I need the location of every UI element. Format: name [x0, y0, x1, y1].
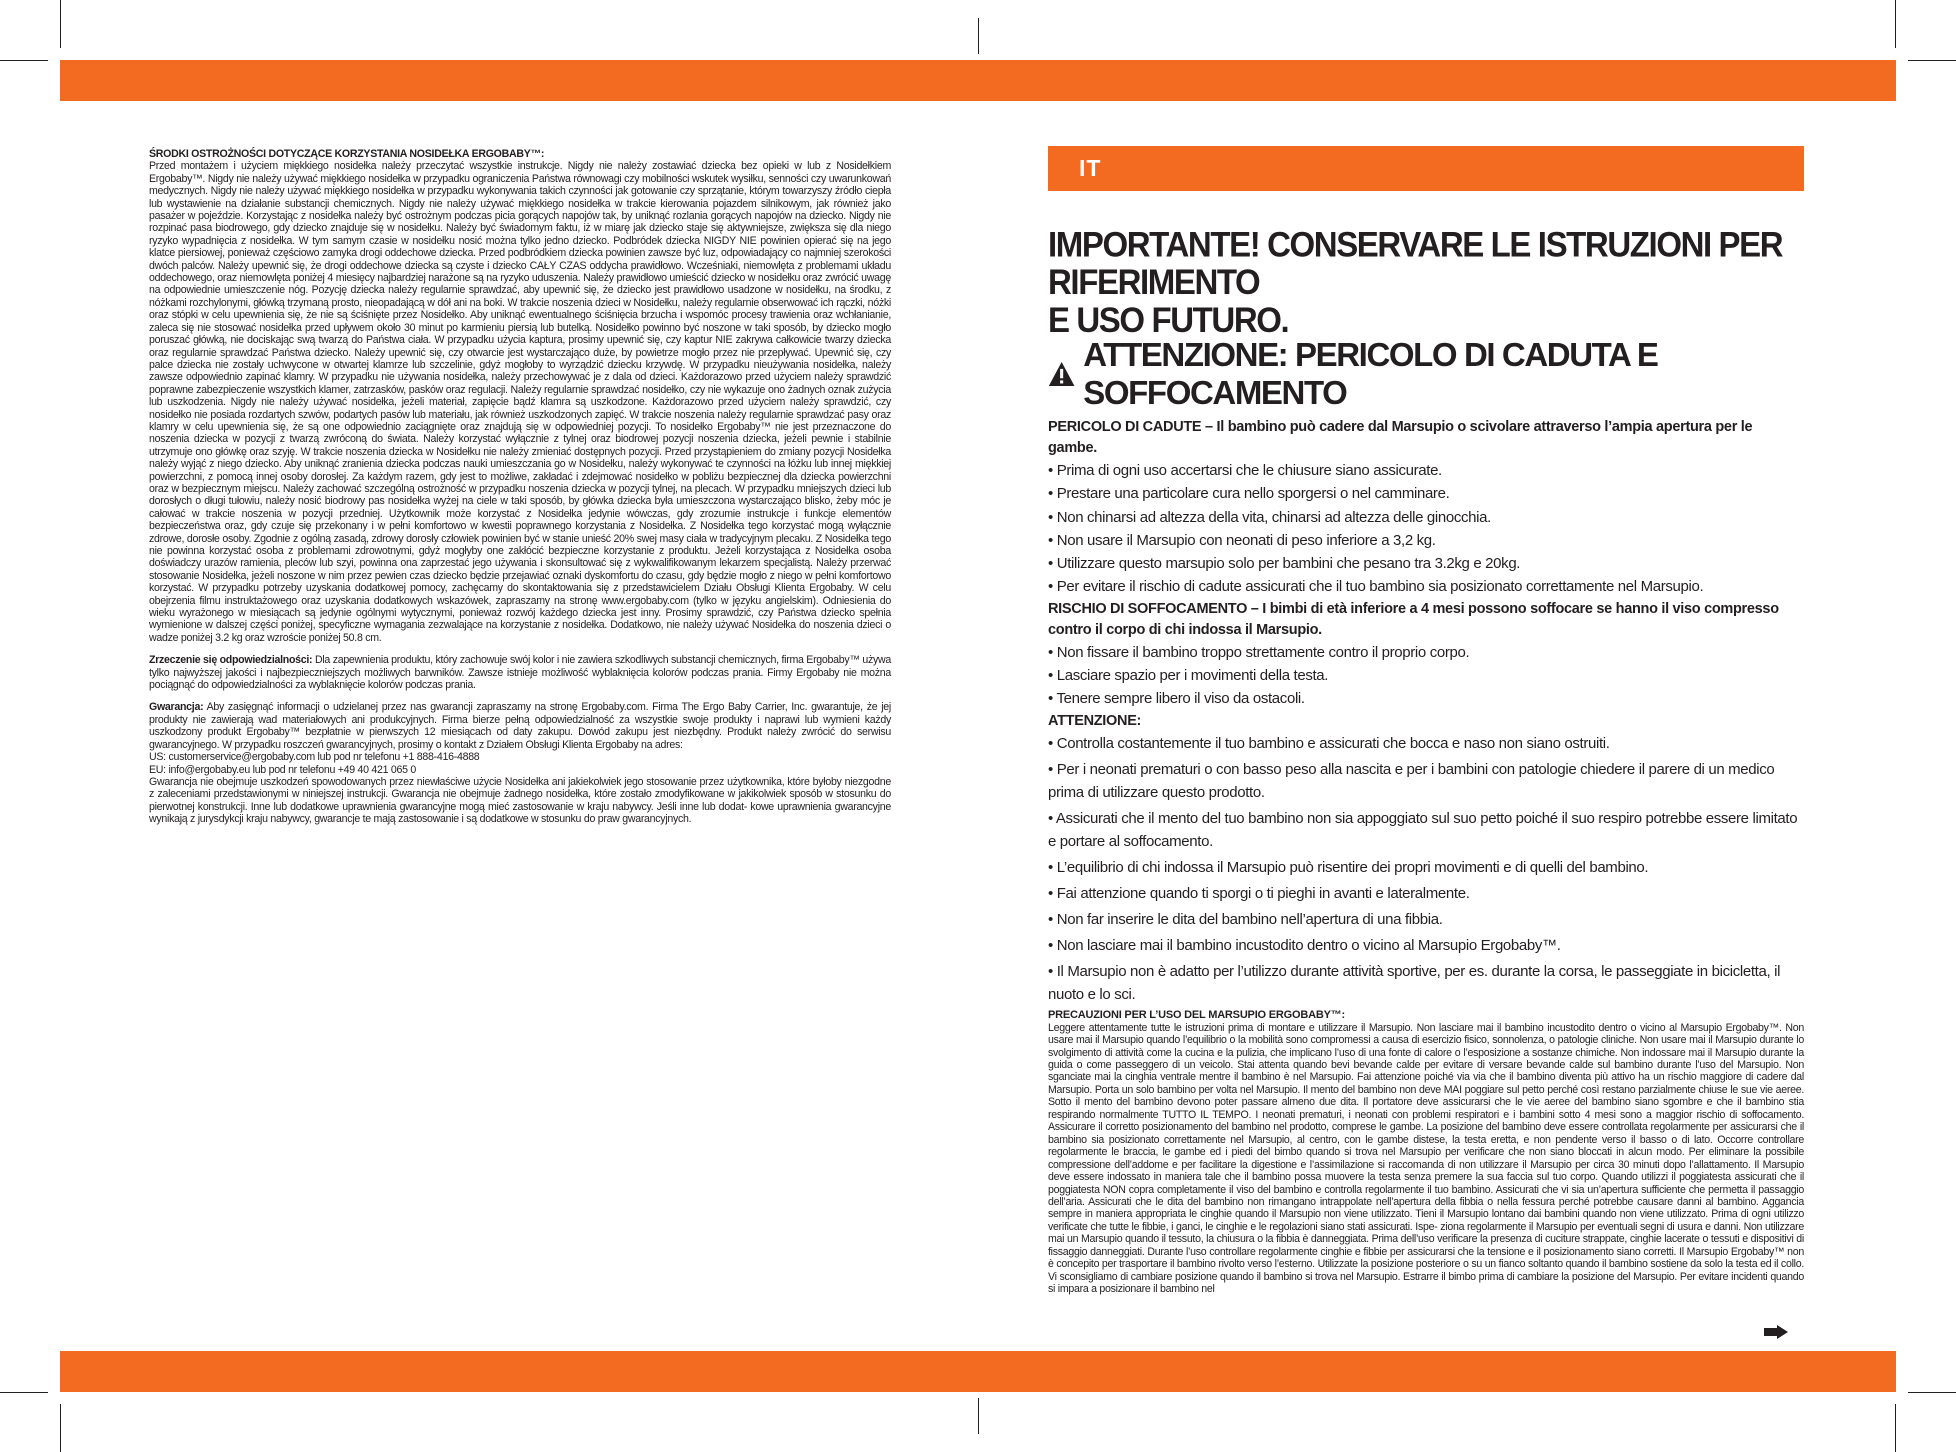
bottom-orange-band	[60, 1351, 1896, 1392]
warranty-more: Gwarancja nie obejmuje uszkodzeń spowodowanych przez niewłaściwe użycie Nosidełka ani jakiekolwiek jego stosowanie przez użytkownika, które byłoby niezgodne z zaleceniami przedstawionymi w niniejszej instrukcji. Gwarancja nie obejmuje żadnego nosidełka, które zostało zmodyfikowane w jakikolwiek sposób w stosunku do pierwotnej konstrukcji. Inne lub dodatkowe uprawnienia gwarancyjne mogą mieć zastosowanie w kraju nabywcy. Jeśli inne lub dodat- kowe uprawnienia gwarancyjne wynikają z jurysdykcji kraju nabywcy, gwarancje te mają zastosowanie i są dodatkowe w stosunku do praw gwarancyjnych.	[149, 775, 891, 826]
italian-column	[1048, 146, 1804, 1296]
list-item: • Per evitare il rischio di cadute assicurati che il tuo bambino sia posizionato correttamente nel Marsupio.	[1048, 578, 1704, 596]
polish-column	[149, 148, 891, 836]
title-line-1: IMPORTANTE! CONSERVARE LE ISTRUZIONI PER RIFERIMENTO	[1048, 223, 1783, 302]
disclaimer-text: Dla zapewnienia produktu, który zachowuje swój kolor i nie zawiera szkodliwych substancji chemicznych, firma Ergobaby™ używa tylko najwyższej jakości i najbezpieczniejszych możliwych barwników. Zawsze istnieje możliwość wyblaknięcia kolorów podczas prania. Firmy Ergobaby nie można pociągnąć do odpowiedzialności za wyblaknięcie kolorów podczas prania.	[149, 654, 892, 692]
contact-us: US: customerservice@ergobaby.com lub pod nr telefonu +1 888-416-4888	[149, 751, 480, 764]
arrow-right-icon	[1764, 1325, 1788, 1339]
list-item: • Non usare il Marsupio con neonati di peso inferiore a 3,2 kg.	[1048, 531, 1436, 549]
list-item: • Assicurati che il mento del tuo bambino non sia appoggiato sul suo petto poiché il suo respiro potrebbe essere limitato e portare al soffocamento.	[1048, 809, 1798, 850]
attention-heading: ATTENZIONE:	[1048, 712, 1142, 729]
list-item: • Prestare una particolare cura nello sporgersi o nel camminare.	[1048, 485, 1450, 503]
warning-triangle-icon	[1048, 359, 1075, 389]
top-orange-band	[60, 60, 1896, 101]
fall-heading: PERICOLO DI CADUTE – Il bambino può cadere dal Marsupio o scivolare attraverso l’ampia apertura per le gambe.	[1048, 419, 1753, 456]
disclaimer-label: Zrzeczenie się odpowiedzialności:	[149, 654, 313, 667]
attention-bullet-list	[1048, 732, 1804, 1006]
warning-title-row	[1048, 336, 1804, 412]
list-item: • Non far inserire le dita del bambino nell’apertura di una fibbia.	[1048, 910, 1443, 928]
list-item: • Per i neonati prematuri o con basso peso alla nascita e per i bambini con patologie chiedere il parere di un medico prima di utilizzare questo prodotto.	[1048, 760, 1775, 801]
list-item: • Lasciare spazio per i movimenti della testa.	[1048, 667, 1329, 685]
list-item: • Il Marsupio non è adatto per l’utilizzo durante attività sportive, per es. durante la corsa, le passeggiate in bicicletta, il nuoto e lo sci.	[1048, 962, 1781, 1003]
precautions-text: Leggere attentamente tutte le istruzioni prima di montare e utilizzare il Marsupio. Non lasciare mai il bambino incustodito dentro o vicino al Marsupio Ergobaby™. Non usare mai il Marsupio quando l’equilibrio o la mobilità sono compromessi a causa di esercizio fisico, sonnolenza, o patologie cliniche. Non usare mai il Marsupio durante lo svolgimento di attività come la cucina e la pulizia, che implicano l’uso di una fonte di calore o l’esposizione a sostanze chimiche. Non indossare mai il Marsupio durante la guida o come passeggero di un veicolo. Stai attenta quando bevi bevande calde per evitare di versare bevande calde sul bambino durante l’uso del Marsupio. Non sganciate mai la cinghia ventrale mentre il bambino è nel Marsupio. Fai attenzione poiché via via che il bambino diventa più attivo ha un rischio maggiore di cadere dal Marsupio. Porta un solo bambino per volta nel Marsupio. Il mento del bambino non deve MAI poggiare sul petto perché così restano parzialmente chiuse le sue vie aeree. Sotto il mento del bambino devono poter passare almeno due dita. Il portatore deve assicurarsi che le vie aeree del bambino siano sgombre e che il bambino stia respirando normalmente TUTTO IL TEMPO. I neonati prematuri, i neonati con problemi respiratori e i bambini sotto 4 mesi sono a maggior rischio di soffocamento. Assicurare il corretto posizionamento del bambino nel prodotto, comprese le gambe. La posizione del bambino deve essere controllata regolarmente per assicurarsi che il bambino sia posizionato correttamente nel Marsupio, al centro, con le gambe distese, la testa eretta, e non pendente verso il basso o di lato. Occorre controllare regolarmente le braccia, le gambe ed i piedi del bimbo quando si trova nel Marsupio per verificare che non siano bloccati in alcun modo. Per eliminare la possibile compressione dell’addome e per facilitare la digestione e l’assimilazione si raccomanda di non utilizzare il Marsupio per circa 30 minuti dopo l’allattamento. Il Marsupio deve essere indossato in maniera tale che il bambino possa muovere la testa senza premere la sua faccia sul tuo corpo. Quando utilizzi il poggiatesta assicurati che il poggiatesta NON copra completamente il viso del bambino e controlla regolarmente il tuo bambino. Assicurati che vi sia un’apertura sufficiente che permetta il passaggio dell’aria. Assicurati che le dita del bambino non rimangano intrappolate nell’apertura della fibbia o nella fessura perché potrebbe causare danni al bambino. Aggancia sempre in maniera appropriata le cinghie quando il Marsupio non viene utilizzato. Tieni il Marsupio lontano dai bambini quando non viene utilizzato. Prima di ogni utilizzo verificate che tutte le fibbie, i ganci, le cinghie e le regolazioni siano stati assicurati. Ispe- ziona regolarmente il Marsupio per eventuali segni di usura e danni. Non utilizzare mai un Marsupio quando il tessuto, la chiusura o la fibbia è danneggiata. Prima dell’uso verificare la presenza di cuciture strappate, cinghie lacerate o tessuti e dispositivi di fissaggio danneggiati. Durante l’uso controllare regolarmente cinghie e fibbie per assicurarsi che la tensione e il posizionamento siano corretti. Il Marsupio Ergobaby™ non è concepito per trasportare il bambino rivolto verso l’esterno. Utilizzate la posizione posteriore o su un fianco soltanto quando il bambino sostiene da solo la testa ed il collo. Vi sconsigliamo di cambiare posizione quando il bambino si trova nel Marsupio. Estrarre il bimbo prima di cambiare la posizione del Marsupio. Per evitare incidenti quando si impara a posizionare il bambino nel	[1048, 1021, 1804, 1296]
polish-heading: ŚRODKI OSTROŻNOŚCI DOTYCZĄCE KORZYSTANIA NOSIDEŁKA ERGOBABY™:	[149, 148, 545, 160]
list-item: • Non lasciare mai il bambino incustodito dentro o vicino al Marsupio Ergobaby™.	[1048, 936, 1561, 954]
list-item: • Controlla costantemente il tuo bambino e assicurati che bocca e naso non siano ostruiti.	[1048, 734, 1610, 752]
precautions-heading: PRECAUZIONI PER L’USO DEL MARSUPIO ERGOBABY™:	[1048, 1008, 1345, 1021]
warning-title: ATTENZIONE: PERICOLO DI CADUTA E SOFFOCAMENTO	[1083, 336, 1658, 411]
important-title	[1048, 225, 1804, 338]
list-item: • Fai attenzione quando ti sporgi o ti pieghi in avanti e lateralmente.	[1048, 884, 1470, 902]
warranty-label: Gwarancja:	[149, 701, 204, 714]
language-bar	[1048, 146, 1804, 191]
list-item: • Non chinarsi ad altezza della vita, chinarsi ad altezza delle ginocchia.	[1048, 508, 1491, 526]
list-item: • L’equilibrio di chi indossa il Marsupio può risentire dei propri movimenti e di quelli del bambino.	[1048, 858, 1649, 876]
suffocation-heading: RISCHIO DI SOFFOCAMENTO – I bimbi di età inferiore a 4 mesi possono soffocare se hanno il viso compresso contro il corpo di chi indossa il Marsupio.	[1048, 600, 1779, 638]
polish-body: Przed montażem i użyciem miękkiego nosidełka należy przeczytać wszystkie instrukcje. Nigdy nie należy zostawiać dziecka bez opieki w lub z Nosidełkiem Ergobaby™. Nigdy nie należy używać miękkiego nosidełka w przypadku ograniczenia Państwa równowagi czy mobilności wskutek wysiłku, senności czy uwarunkowań medycznych. Nigdy nie należy używać miękkiego nosidełka w przypadku wykonywania takich czynności jak gotowanie czy sprzątanie, którym towarzyszy źródło ciepła lub wystawienie na działanie substancji chemicznych. Nigdy nie należy używać miękkiego nosidełka w trakcie kierowania pojazdem silnikowym, jak również jako pasażer w pojeździe. Korzystając z nosidełka należy być ostrożnym podczas picia gorących napojów tak, by uniknąć rozlania gorących napojów na dziecko. Nigdy nie rozpinać pasa biodrowego, gdy dziecko znajduje się w nosidełku. Należy być świadomym faktu, iż w miarę jak dziecko staje się aktywniejsze, zwiększa się dla niego ryzyko wypadnięcia z nosidełka. W tym samym czasie w nosidełku nosić można tylko jedno dziecko. Podbródek dziecka NIGDY NIE powinien opierać się na jego klatce piersiowej, ponieważ częściowo zamyka drogi oddechowe dziecka. Przed podbródkiem dziecka powinien zawsze być luz, odpowiadający co najmniej szerokości dwóch palców. Należy upewnić się, że drogi oddechowe dziecka są czyste i dziecko CAŁY CZAS oddycha prawidłowo. Wcześniaki, niemowlęta z problemami układu oddechowego, oraz niemowlęta poniżej 4 miesięcy najbardziej narażone są na ryzyko uduszenia. Należy prawidłowo umieścić dziecko w nosidełku oraz zwrócić uwagę na odpowiednie umieszczenie nóg. Pozycję dziecka należy regularnie sprawdzać, aby upewnić się, że dziecko jest prawidłowo usadzone w nosidełku, na środku, z nóżkami rozchylonymi, główką trzymaną prosto, nieopadającą w dół ani na boki. W trakcie noszenia dzieci w Nosidełku, należy regularnie obserwować ich rączki, nóżki oraz stópki w celu upewnienia się, że nie są ściśnięte przez Nosidełko. Aby uniknąć ewentualnego ściśnięcia brzucha i wspomóc procesy trawienia oraz wchłanianie, zaleca się nie stosować nosidełka przed upływem około 30 minut po karmieniu piersią lub butelką. Nosidełko powinno być noszone w taki sposób, by dziecko mogło poruszać główką, nie dociskając swą twarzą do Państwa ciała. W przypadku użycia kaptura, prosimy upewnić się, czy kaptur NIE zakrywa całkowicie twarzy dziecka oraz regularnie sprawdzać Państwa dziecko. Należy upewnić się, czy otwarcie jest wystarczająco duże, by powietrze mogło przez nie przepływać. Upewnić się, czy palce dziecka nie zostały uchwycone w otwartej klamrze lub szczelinie, gdyż mogłoby to wyrządzić dziecku krzywdę. W przypadku nieużywania nosidełka, należy zawsze odpowiednio zapinać klamry. W przypadku nie używania nosidełka, należy przechowywać je z dala od dzieci. Każdorazowo przed użyciem należy sprawdzić poprawne zabezpieczenie wszystkich klamer, zatrzasków, pasków oraz regulacji. Należy regularnie sprawdzać nosidełko, czy nie wykazuje ono żadnych oznak zużycia lub uszkodzenia. Nigdy nie należy używać nosidełka, jeżeli materiał, zapięcie bądź klamra są uszkodzone. Każdorazowo przed użyciem należy sprawdzić, czy nosidełko nie posiada rozdartych szwów, podartych pasów lub materiału, jak również uszkodzonych zapięć. W trakcie noszenia należy regularnie sprawdzać pasy oraz klamry w celu upewnienia się, że są one odpowiednio zaciągnięte oraz znajdują się w odpowiedniej pozycji. To nosidełko Ergobaby™ nie jest przeznaczone do noszenia dziecka w pozycji z twarzą zwróconą do świata. Należy korzystać wyłącznie z tylnej oraz biodrowej pozycji noszenia dziecka, jeżeli pewnie i stabilnie utrzymuje ono główkę oraz szyję. W trakcie noszenia dziecka w Nosidełku nie należy zmieniać dostępnych pozycji. Przed przystąpieniem do zmiany pozycji Nosidełka należy wyjąć z niego dziecko. Aby uniknąć zranienia dziecka podczas nauki umieszczania go w Nosidełku, należy wykonywać te czynności na łóżku lub innej miękkiej powierzchni, z pomocą innej osoby dorosłej. Za każdym razem, gdy jest to możliwe, zakładać i zdejmować nosidełko w pobliżu bezpiecznej dla dziecka powierzchni oraz w bezpiecznym miejscu. Należy zachować szczególną ostrożność w przypadku noszenia dziecka w pozycji tylnej, na plecach. W przypadku mniejszych dzieci lub dorosłych o długi tułowiu, należy nosić biodrowy pas nosidełka wyżej na ciele w taki sposób, by główka dziecka była umieszczona wystarczająco blisko, żeby móc je całować w trakcie noszenia w pozycji przedniej. Użytkownik może korzystać z Nosidełka jedynie wówczas, gdy zrozumie instrukcje i funkcje elementów bezpieczeństwa oraz, gdy czuje się przekonany i w pełni komfortowo w kwestii poprawnego korzystania z Nosidełka. Z Nosidełka tego korzystać mogą wyłącznie zdrowe, dorosłe osoby. Zgodnie z ogólną zasadą, zdrowy dorosły człowiek powinien być w stanie unieść 20% swej masy ciała w tradycyjnym plecaku. Z Nosidełka tego nie powinna korzystać osoba z problemami zdrowotnymi, gdyż mogłyby one zakłócić bezpieczne korzystanie z produktu. Jeżeli korzystająca z Nosidełka osoba doświadczy urazów ramienia, pleców lub szyi, powinna ona zaprzestać jego używania i skonsultować się z wykwalifikowanym lekarzem specjalistą. Należy przerwać stosowanie Nosidełka, jeżeli noszone w nim przez pewien czas dziecko będzie przejawiać oznaki dyskomfortu do czasu, gdy będzie mogło z niego w pełni komfortowo korzystać. W przypadku potrzeby uzyskania dodatkowej pomocy, zachęcamy do skontaktowania się z przedstawicielem Działu Obsługi Klienta Ergobaby. W celu obejrzenia filmu instruktażowego oraz uzyskania dodatkowych wskazówek, zapraszamy na stronę www.ergobaby.com (tylko w języku angielskim). Odniesienia do wieku wyrażonego w miesiącach są jedynie ogólnymi wytycznymi, ponieważ rozwój każdego dziecka jest inny. Prosimy sprawdzić, czy Państwa dziecko spełnia wymienione w dalszej części poniżej, specyficzne wymagania zezwalające na korzystanie z nosidełka. Dodatkowo, nie należy używać Nosidełka do noszenia dzieci o wadze poniżej 3.2 kg oraz wzroście poniżej 50.8 cm.	[149, 160, 891, 644]
list-item: • Prima di ogni uso accertarsi che le chiusure siano assicurate.	[1048, 462, 1442, 479]
list-item: • Tenere sempre libero il viso da ostacoli.	[1048, 690, 1305, 708]
fall-bullet-list	[1048, 459, 1804, 599]
title-line-2: E USO FUTURO.	[1048, 299, 1289, 340]
list-item: • Non fissare il bambino troppo strettamente contro il proprio corpo.	[1048, 643, 1470, 661]
list-item: • Utilizzare questo marsupio solo per bambini che pesano tra 3.2kg e 20kg.	[1048, 555, 1521, 573]
suffocation-bullet-list	[1048, 641, 1804, 711]
contact-eu: EU: info@ergobaby.eu lub pod nr telefonu +49 40 421 065 0	[149, 763, 417, 776]
warranty-text: Aby zasięgnąć informacji o udzielanej przez nas gwarancji zapraszamy na stronę Ergobaby.com. Firma The Ergo Baby Carrier, Inc. gwarantuje, że jej produkty nie zawierają wad materiałowych ani produkcyjnych. Firma bierze pełną odpowiedzialność za wszystkie swoje produkty i naprawi lub wymieni każdy uszkodzony produkt Ergobaby™ bezpłatnie w pierwszych 12 miesiącach od daty zakupu. Dowód zakupu jest niezbędny. Produkt należy zwrócić do serwisu gwarancyjnego. W przypadku roszczeń gwarancyjnych, prosimy o kontakt z Działem Obsługi Klienta Ergobaby na adres:	[149, 701, 891, 751]
language-code: IT	[1079, 155, 1102, 181]
